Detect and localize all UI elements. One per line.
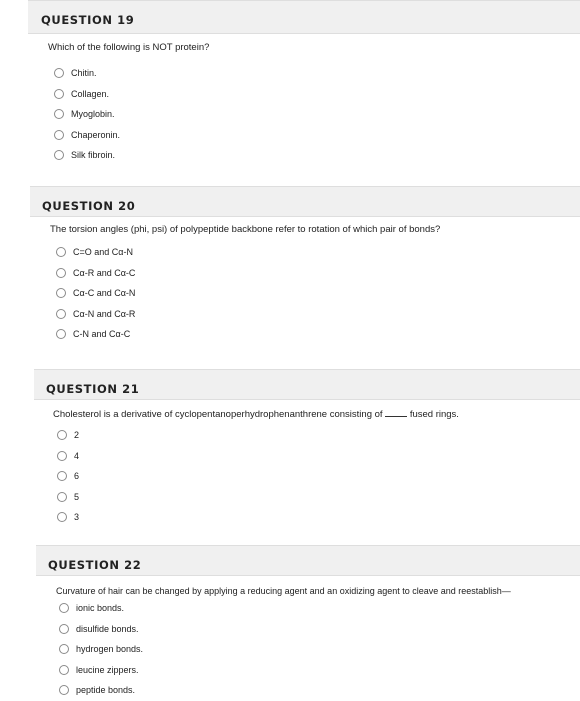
question-20-body: [50, 224, 440, 345]
option-label: Cα-N and Cα-R: [73, 308, 136, 319]
radio-button[interactable]: [57, 492, 67, 502]
question-21-option-1[interactable]: [57, 425, 459, 446]
question-21-prompt-start: Cholesterol is a derivative of cyclopentanoperhydrophenanthrene consisting of: [53, 409, 383, 420]
radio-button[interactable]: [54, 89, 64, 99]
question-21-title: QUESTION 21: [46, 382, 140, 396]
question-19-prompt: Which of the following is NOT protein?: [48, 42, 210, 53]
radio-button[interactable]: [59, 665, 69, 675]
radio-button[interactable]: [59, 644, 69, 654]
option-label: 4: [74, 450, 80, 461]
question-20-title: QUESTION 20: [42, 199, 136, 213]
question-20-option-1[interactable]: [56, 242, 440, 263]
question-22-option-1[interactable]: [59, 598, 511, 619]
question-22-option-3[interactable]: [59, 639, 511, 660]
radio-button[interactable]: [59, 685, 69, 695]
question-19-option-1[interactable]: [54, 63, 209, 84]
question-19-options: [54, 63, 209, 166]
option-label: Chitin.: [71, 68, 97, 79]
question-22-prompt: Curvature of hair can be changed by applying a reducing agent and an oxidizing agent to cleave and reestablish—: [56, 586, 511, 596]
question-21-prompt: [53, 409, 459, 420]
radio-button[interactable]: [56, 329, 66, 339]
question-21-option-3[interactable]: [57, 466, 459, 487]
question-20-options: [56, 242, 440, 345]
question-22-option-4[interactable]: [59, 660, 511, 681]
radio-button[interactable]: [56, 288, 66, 298]
question-19-header: [28, 0, 580, 34]
question-19-option-4[interactable]: [54, 125, 209, 146]
question-19-body: [48, 42, 209, 166]
option-label: leucine zippers.: [76, 664, 139, 675]
question-20-prompt: The torsion angles (phi, psi) of polypeptide backbone refer to rotation of which pair of bonds?: [50, 224, 441, 235]
option-label: 3: [74, 512, 80, 523]
radio-button[interactable]: [56, 309, 66, 319]
question-20-option-2[interactable]: [56, 263, 440, 284]
question-20-header: [30, 186, 580, 217]
option-label: Chaperonin.: [71, 129, 121, 140]
radio-button[interactable]: [57, 512, 67, 522]
option-label: 5: [74, 491, 80, 502]
question-21-header: [34, 369, 580, 400]
radio-button[interactable]: [56, 268, 66, 278]
radio-button[interactable]: [54, 130, 64, 140]
question-20-option-5[interactable]: [56, 324, 440, 345]
option-label: Silk fibroin.: [71, 150, 116, 161]
option-label: peptide bonds.: [76, 685, 136, 696]
radio-button[interactable]: [56, 247, 66, 257]
radio-button[interactable]: [59, 624, 69, 634]
question-21-option-5[interactable]: [57, 507, 459, 528]
option-label: C-N and Cα-C: [73, 329, 131, 340]
question-19-option-3[interactable]: [54, 104, 209, 125]
option-label: Myoglobin.: [71, 109, 115, 120]
radio-button[interactable]: [54, 150, 64, 160]
question-21-option-2[interactable]: [57, 446, 459, 467]
question-19-title: QUESTION 19: [41, 13, 135, 27]
radio-button[interactable]: [57, 471, 67, 481]
option-label: Cα-R and Cα-C: [73, 267, 136, 278]
radio-button[interactable]: [57, 430, 67, 440]
question-20-option-3[interactable]: [56, 283, 440, 304]
option-label: C=O and Cα-N: [73, 247, 133, 258]
question-21-option-4[interactable]: [57, 487, 459, 508]
fill-in-blank: [385, 416, 407, 417]
radio-button[interactable]: [54, 109, 64, 119]
question-21-prompt-end: fused rings.: [409, 409, 459, 420]
radio-button[interactable]: [57, 451, 67, 461]
question-22-options: [59, 598, 511, 701]
option-label: 2: [74, 430, 80, 441]
option-label: disulfide bonds.: [76, 623, 139, 634]
option-label: hydrogen bonds.: [76, 644, 144, 655]
question-22-header: [36, 545, 580, 576]
question-19-option-2[interactable]: [54, 84, 209, 105]
question-19-option-5[interactable]: [54, 145, 209, 166]
question-22-option-5[interactable]: [59, 680, 511, 701]
radio-button[interactable]: [59, 603, 69, 613]
question-22-body: [56, 586, 511, 701]
option-label: ionic bonds.: [76, 603, 125, 614]
question-22-title: QUESTION 22: [48, 558, 142, 572]
radio-button[interactable]: [54, 68, 64, 78]
question-20-option-4[interactable]: [56, 304, 440, 325]
question-22-option-2[interactable]: [59, 619, 511, 640]
option-label: Collagen.: [71, 88, 110, 99]
question-21-body: [53, 409, 459, 528]
option-label: Cα-C and Cα-N: [73, 288, 136, 299]
question-21-options: [57, 425, 459, 528]
option-label: 6: [74, 471, 80, 482]
